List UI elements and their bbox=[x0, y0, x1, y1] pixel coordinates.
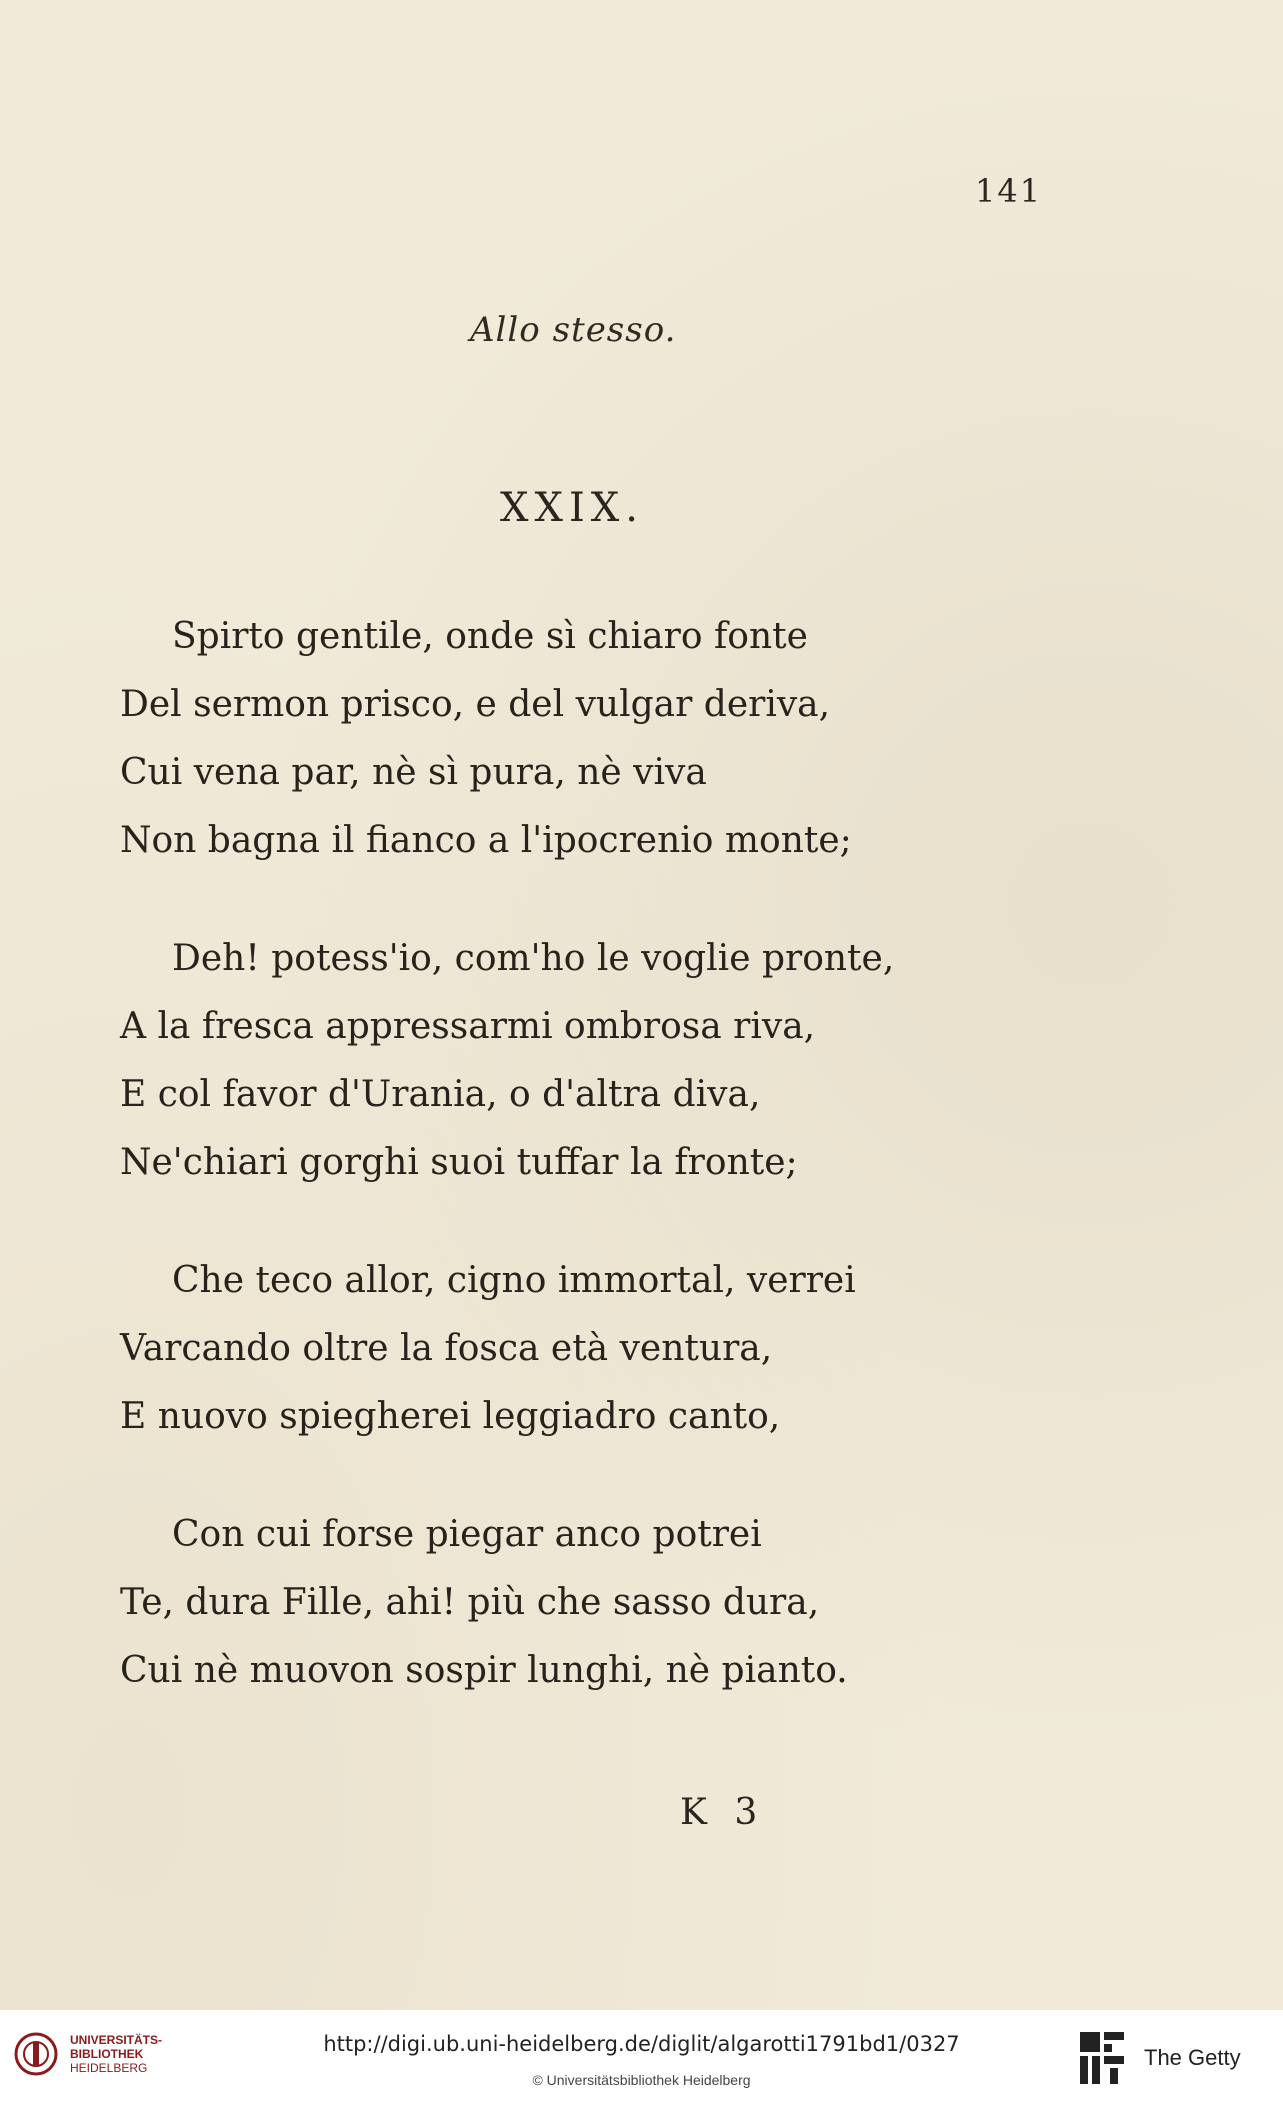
poem-line: Che teco allor, cigno immortal, verrei bbox=[172, 1260, 856, 1301]
stanza-2 bbox=[120, 925, 1060, 1197]
poem-line: E nuovo spiegherei leggiadro canto, bbox=[120, 1396, 781, 1437]
poem-line: Te, dura Fille, ahi! più che sasso dura, bbox=[120, 1582, 820, 1623]
poem-line: Spirto gentile, onde sì chiaro fonte bbox=[172, 616, 808, 657]
signature-mark: K 3 bbox=[680, 1792, 766, 1833]
poem-line: Varcando oltre la fosca età ventura, bbox=[120, 1328, 773, 1369]
poem-line: Del sermon prisco, e del vulgar deriva, bbox=[120, 684, 831, 725]
stanza-1 bbox=[120, 603, 1060, 875]
poem-line: E col favor d'Urania, o d'altra diva, bbox=[120, 1074, 761, 1115]
partner-logo[interactable] bbox=[1078, 2030, 1241, 2086]
partner-name: The Getty bbox=[1144, 2045, 1241, 2070]
poem-line: Con cui forse piegar anco potrei bbox=[172, 1514, 762, 1555]
library-name-line: HEIDELBERG bbox=[70, 2061, 148, 2075]
poem-numeral: XXIX. bbox=[500, 485, 644, 531]
poem-text bbox=[120, 603, 1060, 1755]
footer-bar bbox=[0, 2010, 1283, 2106]
getty-logo-icon bbox=[1078, 2030, 1126, 2086]
stanza-4 bbox=[120, 1501, 1060, 1705]
library-name-line: BIBLIOTHEK bbox=[70, 2047, 144, 2061]
library-name-line: UNIVERSITÄTS- bbox=[70, 2033, 163, 2047]
stanza-3 bbox=[120, 1247, 1060, 1451]
poem-line: Deh! potess'io, com'ho le voglie pronte, bbox=[172, 938, 895, 979]
poem-line: Ne'chiari gorghi suoi tuffar la fronte; bbox=[120, 1142, 798, 1183]
poem-line: Cui nè muovon sospir lunghi, nè pianto. bbox=[120, 1650, 848, 1691]
poem-line: A la fresca appressarmi ombrosa riva, bbox=[120, 1006, 816, 1047]
poem-heading: Allo stesso. bbox=[470, 310, 677, 350]
copyright-notice: © Universitätsbibliothek Heidelberg bbox=[532, 2072, 751, 2088]
permalink-url[interactable]: http://digi.ub.uni-heidelberg.de/diglit/algarotti1791bd1/0327 bbox=[323, 2032, 960, 2056]
poem-line: Cui vena par, nè sì pura, nè viva bbox=[120, 752, 707, 793]
poem-line: Non bagna il fianco a l'ipocrenio monte; bbox=[120, 820, 852, 861]
page-number: 141 bbox=[975, 172, 1043, 210]
